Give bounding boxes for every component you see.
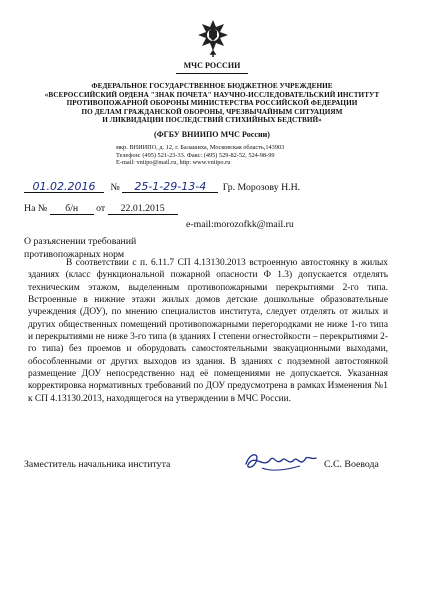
org-line: И ЛИКВИДАЦИИ ПОСЛЕДСТВИЙ СТИХИЙНЫХ БЕДСТВИЙ» [102,116,322,125]
org-name-underline [176,73,248,74]
org-line: ФЕДЕРАЛЬНОЕ ГОСУДАРСТВЕННОЕ БЮДЖЕТНОЕ УЧРЕЖДЕНИЕ [91,82,333,90]
letter-body: В соответствии с п. 6.11.7 СП 4.13130.2013 встроенную автостоянку в жилых зданиях (класс функциональной пожарной опасности Ф 1.3) допускается отделять техническим этажом, выделенным противопожарными перекрытиями 2-го типа. Встроенные в нижние этажи жилых домов детские дошкольные образовательные учреждения (ДОУ), по мнению специалистов института, следует отделять от жилых и других общественных помещений противопожарными перегородками не ниже 1-го типа и перекрытиями не ниже 3-го типа (в зданиях I степени огнестойкости – перекрытиями 2-го типа) без проемов и оборудовать самостоятельными эвакуационными выходами, обособленными от других выходов из здания. В зданиях с подземной автостоянкой размещение ДОУ непосредственно над её помещениями не допускается. Указанная корректировка нормативных требований по ДОУ предусмотрена в рамках Изменения №1 к СП 4.13130.2013, находящегося на утверждении в МЧС России. [28,258,388,404]
org-full-name [0,82,424,125]
institute-abbreviation: (ФГБУ ВНИИПО МЧС России) [153,130,271,139]
org-short-name: МЧС РОССИИ [183,61,241,70]
signatory-name: С.С. Воевода [324,459,379,470]
recipient-email: e-mail:morozofkk@mail.ru [186,219,294,230]
reply-date: 22.01.2015 [108,203,178,215]
subject-line: О разъяснении требований [24,236,137,247]
reply-prefix: На № [24,203,48,214]
org-line: ПРОТИВОПОЖАРНОЙ ОБОРОНЫ МИНИСТЕРСТВА РОССИЙСКОЙ ФЕДЕРАЦИИ [66,99,358,108]
org-line: ПО ДЕЛАМ ГРАЖДАНСКОЙ ОБОРОНЫ, ЧРЕЗВЫЧАЙНЫМ СИТУАЦИЯМ [81,107,343,116]
letter-date: 01.02.2016 [24,181,104,193]
reply-reference-line [24,203,178,215]
address-line: мкр. ВНИИПО, д. 12, г. Балашиха, Московская область,143903 [116,144,285,151]
subject-line: противопожарных норм [24,248,125,260]
org-line: «ВСЕРОССИЙСКИЙ ОРДЕНА "ЗНАК ПОЧЕТА" НАУЧНО-ИССЛЕДОВАТЕЛЬСКИЙ ИНСТИТУТ [44,90,380,99]
recipient-name: Гр. Морозову Н.Н. [222,182,301,193]
address-line: Телефон: (495) 521-23-33. Факс: (495) 529-82-52, 524-98-99 [116,151,275,159]
mchs-emblem-icon [196,18,230,58]
handwritten-signature [242,448,320,474]
number-label: № [110,182,120,193]
address-block [116,144,346,167]
address-line: E-mail: vniipo@mail.ru, http: www.vniipo.ru [116,159,231,167]
reply-number: б/н [50,203,94,215]
reply-from-label: от [96,203,106,214]
letter-number: 25-1-29-13-4 [122,181,218,193]
outgoing-number-line [24,181,300,193]
signatory-title: Заместитель начальника института [24,459,171,470]
